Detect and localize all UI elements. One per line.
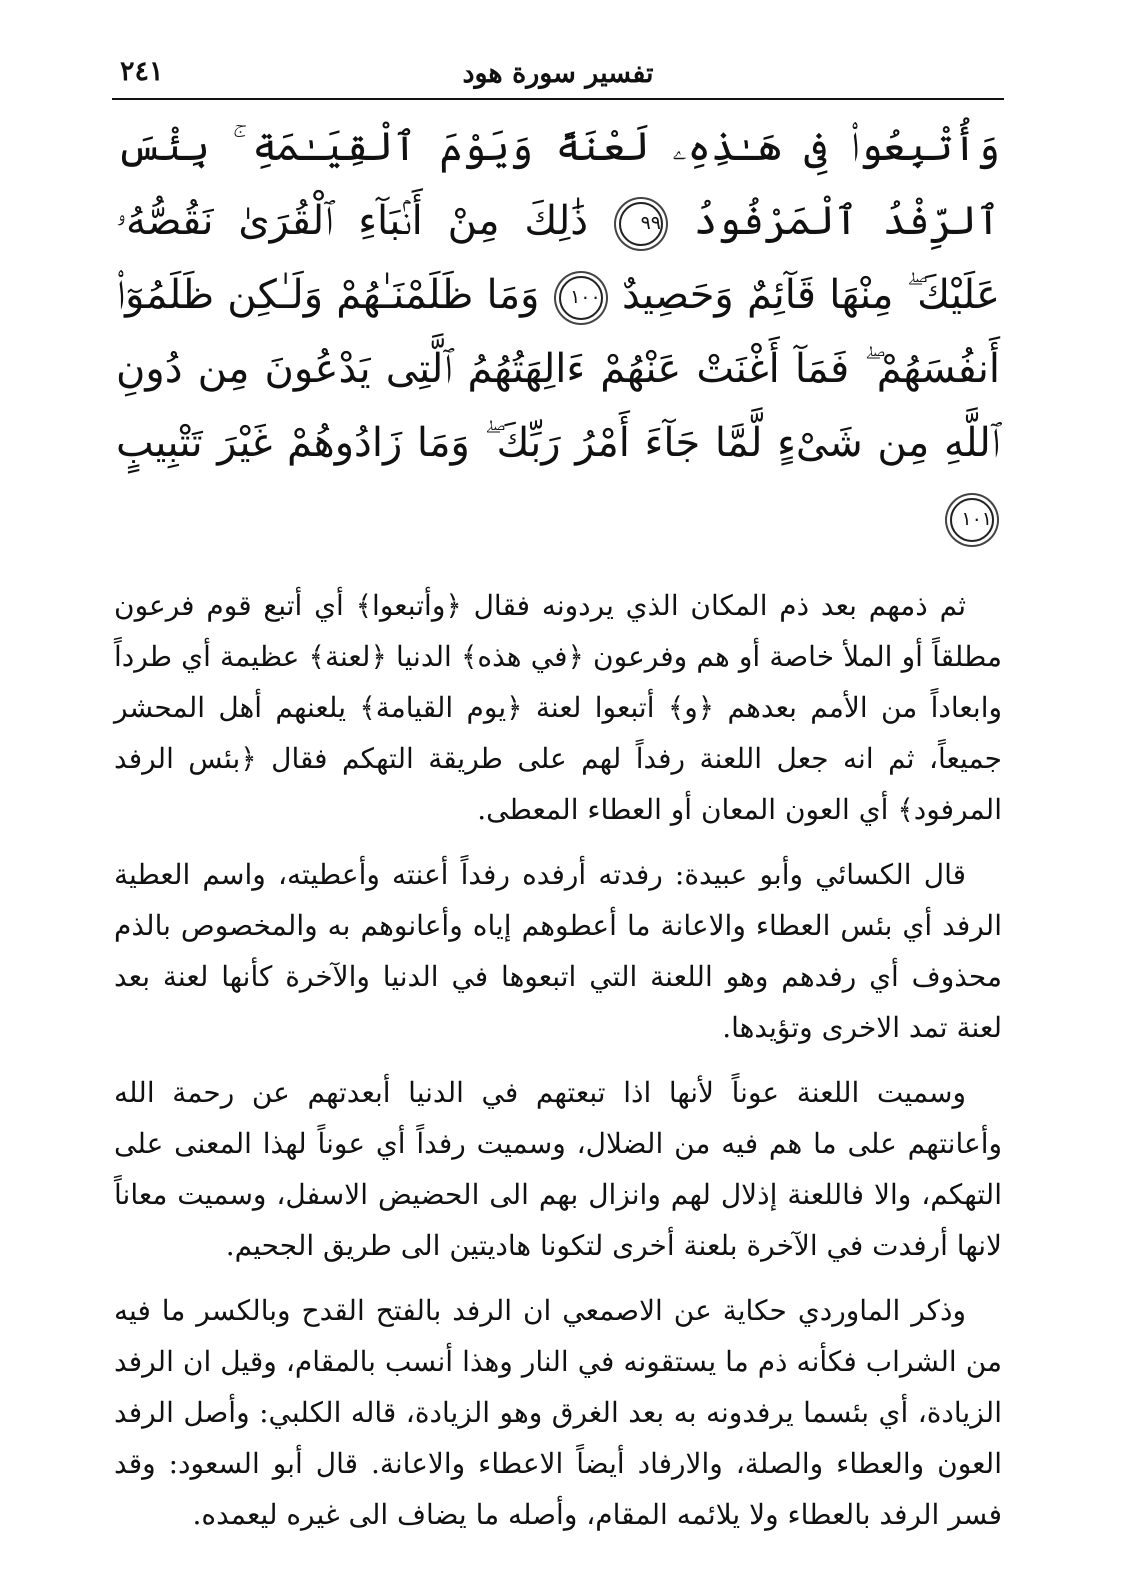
ayah-number-marker: ١٠١: [950, 498, 994, 542]
running-header: [112, 48, 1004, 100]
commentary-paragraph: وسميت اللعنة عوناً لأنها اذا تبعتهم في الدنيا أبعدتهم عن رحمة الله وأعانتهم على ما هم فيه من الضلال، وسميت رفداً أي عوناً لهذا المعنى على التهكم، والا فاللعنة إذلال لهم وانزال بهم الى الحضيض الاسفل، وسميت معاناً لانها أرفدت في الآخرة بلعنة أخرى لتكونا هاديتين الى طريق الجحيم.: [114, 1076, 1002, 1262]
commentary-paragraph: قال الكسائي وأبو عبيدة: رفدته أرفده رفداً أعنته وأعطيته، واسم العطية الرفد أي بئس العطاء والاعانة ما أعطوهم إياه وأعانوهم به والمخصوص بالذم محذوف أي رفدهم وهو اللعنة التي اتبعوها في الدنيا والآخرة كأنها لعنة بعد لعنة تمد الاخرى وتؤيدها.: [114, 858, 1002, 1044]
commentary-paragraph: وذكر الماوردي حكاية عن الاصمعي ان الرفد بالفتح القدح وبالكسر ما فيه من الشراب فكأنه ذم ما يستقونه في النار وهذا أنسب بالمقام، وقيل ان الرفد الزيادة، أي بئسما يرفدونه به بعد الغرق وهو الزيادة، قاله الكلبي: وأصل الرفد العون والعطاء والصلة، والارفاد أيضاً الاعطاء والاعانة. قال أبو السعود: وقد فسر الرفد بالعطاء ولا يلائمه المقام، وأصله ما يضاف الى غيره ليعمده.: [114, 1294, 1003, 1531]
page-number: ٢٤١: [120, 56, 164, 87]
verse-text: وَمَا ظَلَمْنَـٰهُمْ وَلَـٰكِن ظَلَمُوٓا۟ أَنفُسَهُمْ ۖ فَمَآ أَغْنَتْ عَنْهُمْ ءَالِهَتُهُمُ ٱلَّتِى يَدْعُونَ مِن دُونِ ٱللَّهِ مِن شَىْءٍ لَّمَّا جَآءَ أَمْرُ رَبِّكَ ۖ وَمَا زَادُوهُمْ غَيْرَ تَتْبِيبٍ: [116, 272, 1000, 466]
commentary-paragraph: ثم ذمهم بعد ذم المكان الذي يردونه فقال ﴿وأتبعوا﴾ أي أتبع قوم فرعون مطلقاً أو الملأ خاصة أو هم وفرعون ﴿في هذه﴾ الدنيا ﴿لعنة﴾ عظيمة أي طرداً وابعاداً من الأمم بعدهم ﴿و﴾ أتبعوا لعنة ﴿يوم القيامة﴾ يلعنهم أهل المحشر جميعاً، ثم انه جعل اللعنة رفداً لهم على طريقة التهكم فقال ﴿بئس الرفد المرفود﴾ أي العون المعان أو العطاء المعطى.: [114, 589, 1002, 826]
ayah-number-marker: ١٠٠: [559, 276, 603, 320]
commentary-body: [112, 580, 1004, 1540]
header-title: تفسير سورة هود: [462, 58, 654, 89]
book-page: [112, 48, 1004, 1548]
quran-verses-block: [112, 110, 1004, 554]
verse-text: وَأُتْبِعُوا۟ فِى هَـٰذِهِۦ لَعْنَةً وَيَوْمَ ٱلْقِيَـٰمَةِ ۚ بِئْسَ ٱلرِّفْدُ ٱلْمَرْفُودُ: [116, 124, 1000, 244]
ayah-number-marker: ٩٩: [619, 202, 663, 246]
verse-text: ذَٰلِكَ مِنْ أَنۢبَآءِ ٱلْقُرَىٰ نَقُصُّهُۥ عَلَيْكَ ۖ مِنْهَا قَآئِمٌ وَحَصِيدٌ: [116, 198, 1001, 318]
